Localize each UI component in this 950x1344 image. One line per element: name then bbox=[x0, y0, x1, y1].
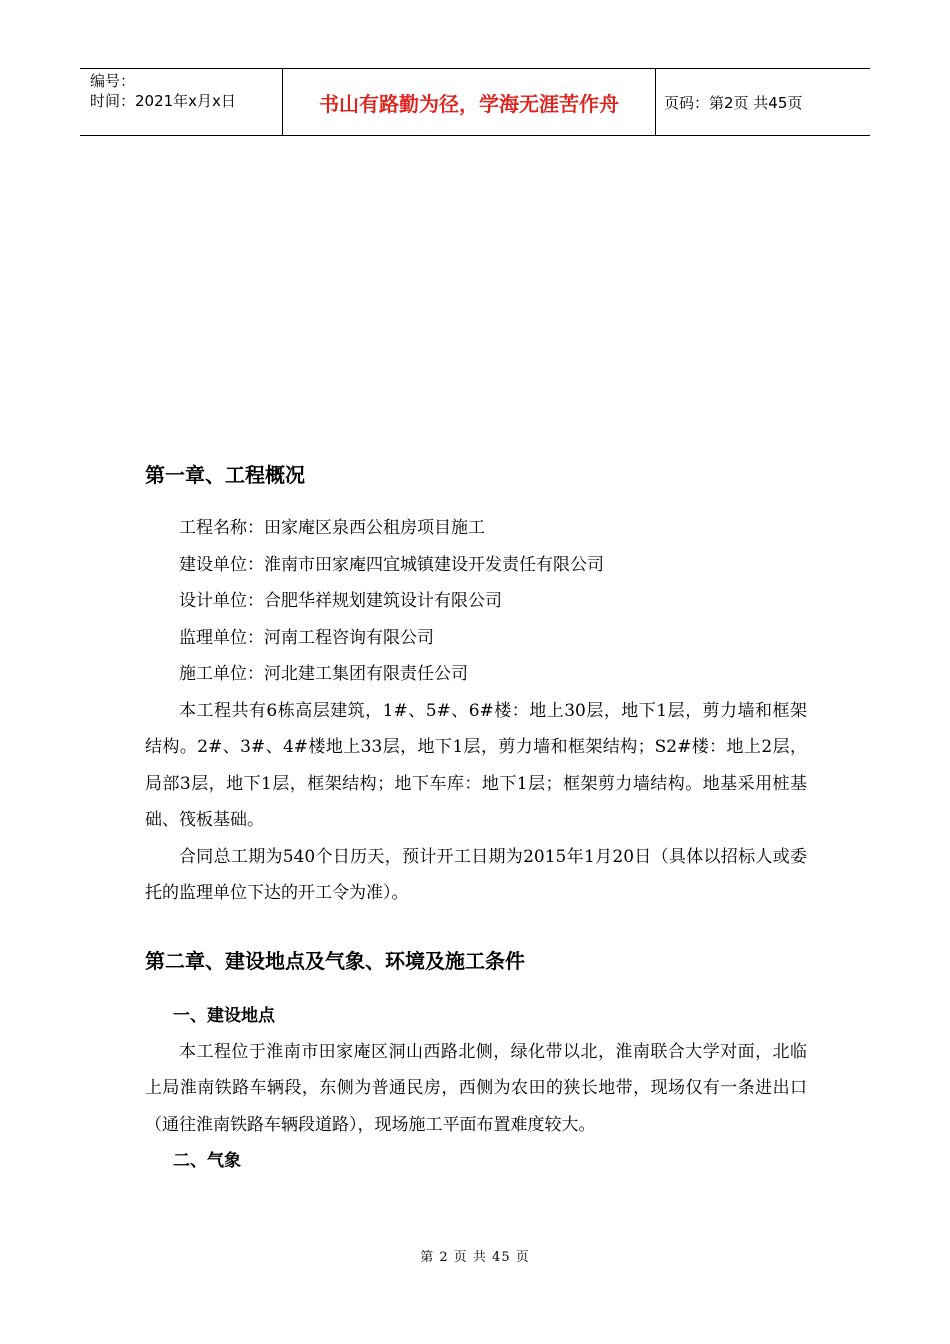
schedule-paragraph: 合同总工期为540个日历天，预计开工日期为2015年1月20日（具体以招标人或委托的监理单位下达的开工令为准）。 bbox=[145, 846, 807, 903]
header-motto: 书山有路勤为径，学海无涯苦作舟 bbox=[282, 69, 656, 135]
design-unit-line: 设计单位：合肥华祥规划建筑设计有限公司 bbox=[179, 591, 502, 611]
chapter-1-title: 第一章、工程概况 bbox=[145, 463, 305, 487]
supervision-unit-line: 监理单位：河南工程咨询有限公司 bbox=[179, 627, 434, 648]
project-name-line: 工程名称：田家庵区泉西公租房项目施工 bbox=[179, 518, 485, 538]
construction-unit-line: 建设单位：淮南市田家庵四宜城镇建设开发责任有限公司 bbox=[179, 554, 604, 575]
page-header bbox=[80, 68, 870, 136]
page-footer: 第 2 页 共 45 页 bbox=[420, 1250, 530, 1265]
header-meta bbox=[80, 69, 282, 135]
contractor-unit-line: 施工单位：河北建工集团有限责任公司 bbox=[179, 664, 468, 684]
section-location-title: 一、建设地点 bbox=[173, 1005, 275, 1026]
chapter-2-title: 第二章、建设地点及气象、环境及施工条件 bbox=[145, 948, 525, 973]
document-number-label: 编号： bbox=[90, 72, 136, 90]
building-overview-paragraph: 本工程共有6栋高层建筑，1#、5#、6#楼：地上30层，地下1层，剪力墙和框架结构。2#、3#、4#楼地上33层，地下1层，剪力墙和框架结构；S2#楼：地上2层，局部3层，地下1层，框架结构；地下车库：地下1层；框架剪力墙结构。地基采用桩基础、筏板基础。 bbox=[145, 700, 807, 830]
document-time-label: 时间：2021年x月x日 bbox=[90, 92, 236, 110]
location-paragraph: 本工程位于淮南市田家庵区洞山西路北侧，绿化带以北，淮南联合大学对面，北临上局淮南铁路车辆段，东侧为普通民房，西侧为农田的狭长地带，现场仅有一条进出口（通往淮南铁路车辆段道路），现场施工平面布置难度较大。 bbox=[145, 1041, 807, 1135]
document-body bbox=[145, 452, 807, 1179]
section-climate-title: 二、气象 bbox=[173, 1151, 241, 1171]
header-page-info: 页码：第2页 共45页 bbox=[664, 93, 803, 112]
